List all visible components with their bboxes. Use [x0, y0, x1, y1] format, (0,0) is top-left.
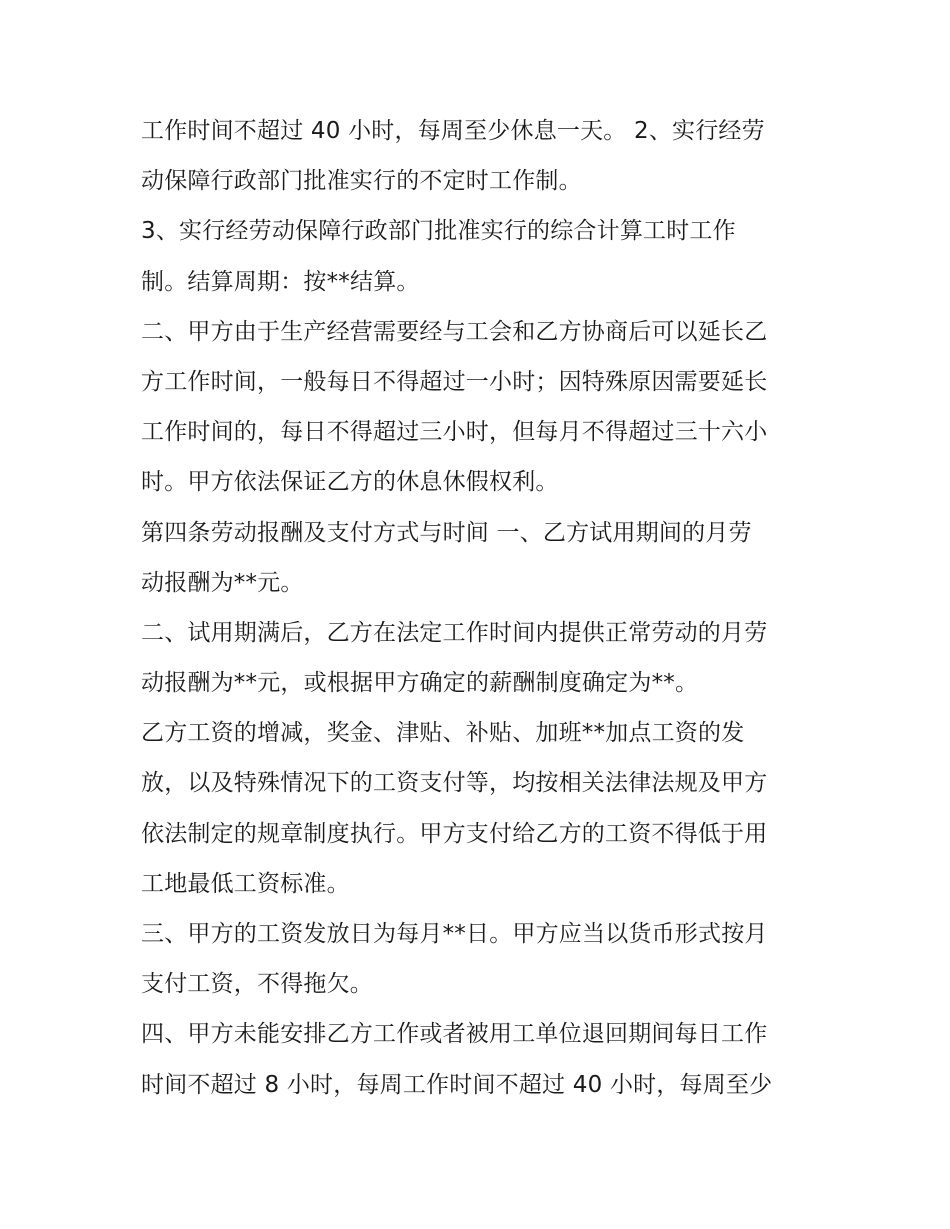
document-body [141, 106, 821, 1110]
text-line: 制。结算周期：按**结算。 [141, 268, 420, 295]
text-line: 工地最低工资标准。 [141, 870, 350, 897]
text-line: 依法制定的规章制度执行。甲方支付给乙方的工资不得低于用 [141, 820, 768, 847]
text-line: 乙方工资的增减，奖金、津贴、补贴、加班**加点工资的发 [141, 720, 745, 747]
text-line: 四、甲方未能安排乙方工作或者被用工单位退回期间每日工作 [141, 1021, 768, 1048]
text-line: 放，以及特殊情况下的工资支付等，均按相关法律法规及甲方 [141, 770, 768, 797]
text-line: 工作时间不超过 40 小时，每周至少休息一天。 2、实行经劳 [141, 118, 765, 144]
text-line: 3、实行经劳动保障行政部门批准实行的综合计算工时工作 [141, 218, 736, 245]
text-line: 时。甲方依法保证乙方的休息休假权利。 [141, 469, 559, 496]
text-line: 三、甲方的工资发放日为每月**日。甲方应当以货币形式按月 [141, 921, 768, 947]
text-line: 动保障行政部门批准实行的不定时工作制。 [141, 168, 582, 195]
text-line: 方工作时间，一般每日不得超过一小时；因特殊原因需要延长 [141, 368, 768, 395]
text-line: 支付工资，不得拖欠。 [141, 971, 373, 998]
text-line: 二、试用期满后，乙方在法定工作时间内提供正常劳动的月劳 [141, 619, 768, 646]
text-line: 动报酬为**元。 [141, 569, 304, 596]
text-line: 动报酬为**元，或根据甲方确定的薪酬制度确定为**。 [141, 670, 699, 697]
text-line: 工作时间的，每日不得超过三小时，但每月不得超过三十六小 [141, 419, 768, 446]
text-line: 第四条劳动报酬及支付方式与时间 一、乙方试用期间的月劳 [141, 519, 752, 546]
text-line: 二、甲方由于生产经营需要经与工会和乙方协商后可以延长乙 [141, 318, 768, 345]
text-line: 时间不超过 8 小时，每周工作时间不超过 40 小时，每周至少 [141, 1071, 773, 1098]
